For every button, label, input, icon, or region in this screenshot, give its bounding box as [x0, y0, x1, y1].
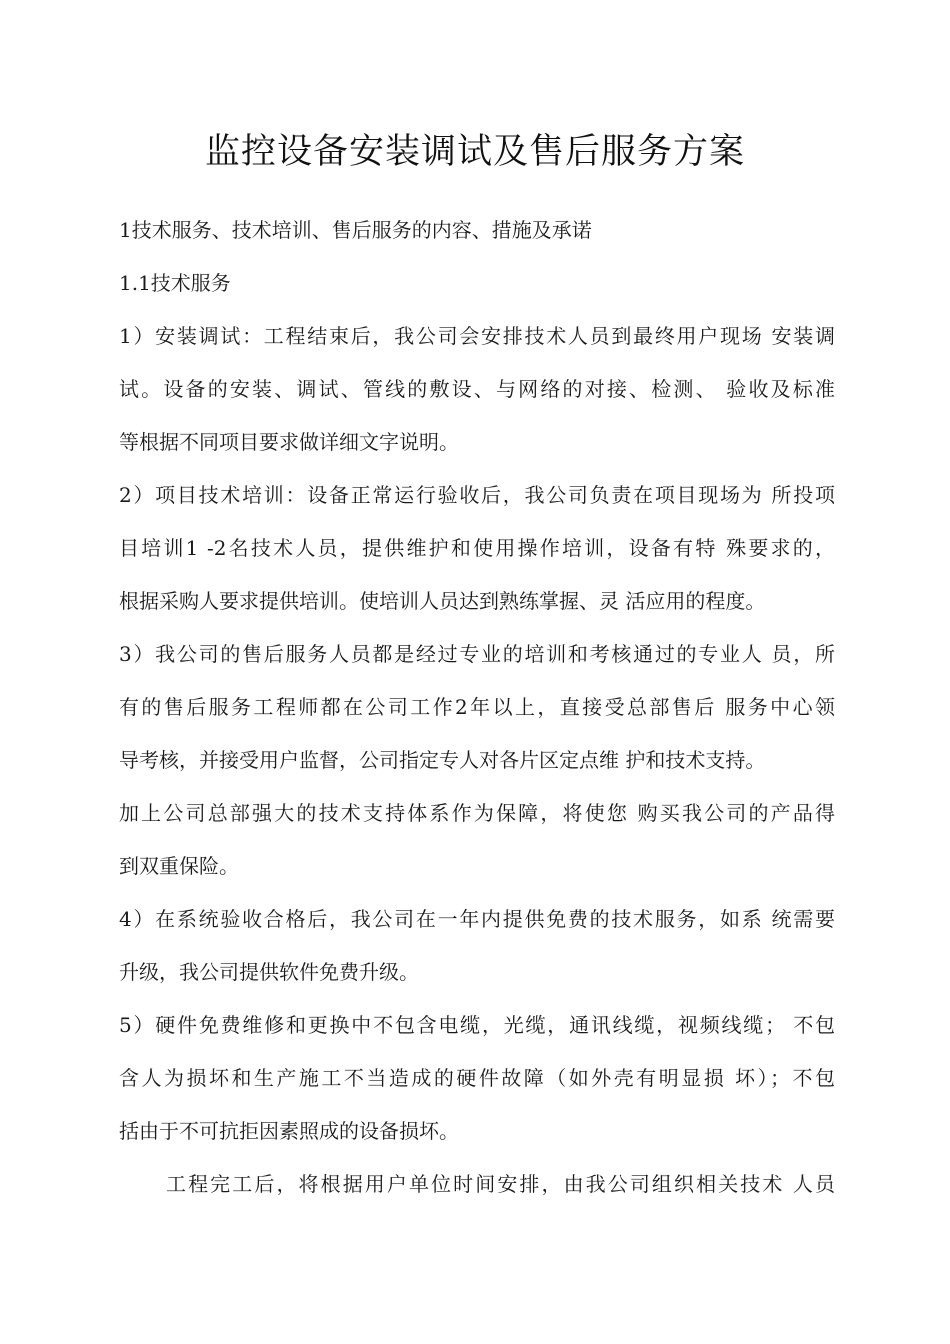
paragraph-line: 加上公司总部强大的技术支持体系作为保障，将使您 购买我公司的产品得 [119, 801, 835, 825]
subsection-heading-1-1: 1.1技术服务 [119, 271, 231, 295]
paragraph-line: 等根据不同项目要求做详细文字说明。 [119, 430, 459, 454]
paragraph-line: 3）我公司的售后服务人员都是经过专业的培训和考核通过的专业人 员，所 [119, 642, 835, 666]
paragraph-line: 5）硬件免费维修和更换中不包含电缆，光缆，通讯线缆，视频线缆； 不包 [119, 1013, 835, 1037]
paragraph-line-indented: 工程完工后，将根据用户单位时间安排，由我公司组织相关技术 人员 [166, 1172, 835, 1196]
document-title: 监控设备安装调试及售后服务方案 [204, 132, 745, 172]
paragraph-line: 根据采购人要求提供培训。使培训人员达到熟练掌握、灵 活应用的程度。 [119, 589, 766, 613]
paragraph-line: 试。设备的安装、调试、管线的敷设、与网络的对接、检测、 验收及标准 [119, 377, 835, 401]
paragraph-line: 有的售后服务工程师都在公司工作2年以上，直接受总部售后 服务中心领 [119, 695, 835, 719]
paragraph-line: 括由于不可抗拒因素照成的设备损坏。 [119, 1119, 459, 1143]
paragraph-line: 升级，我公司提供软件免费升级。 [119, 960, 419, 984]
paragraph-line: 到双重保险。 [119, 854, 239, 878]
paragraph-line: 4）在系统验收合格后，我公司在一年内提供免费的技术服务，如系 统需要 [119, 907, 835, 931]
paragraph-line: 1）安装调试：工程结束后，我公司会安排技术人员到最终用户现场 安装调 [119, 324, 835, 348]
paragraph-line: 含人为损坏和生产施工不当造成的硬件故障（如外壳有明显损 坏）；不包 [119, 1066, 835, 1090]
paragraph-line: 2）项目技术培训：设备正常运行验收后，我公司负责在项目现场为 所投项 [119, 483, 835, 507]
paragraph-line: 目培训1 -2名技术人员，提供维护和使用操作培训，设备有特 殊要求的， [119, 536, 835, 560]
section-heading-1: 1技术服务、技术培训、售后服务的内容、措施及承诺 [119, 218, 592, 242]
paragraph-line: 导考核，并接受用户监督，公司指定专人对各片区定点维 护和技术支持。 [119, 748, 766, 772]
